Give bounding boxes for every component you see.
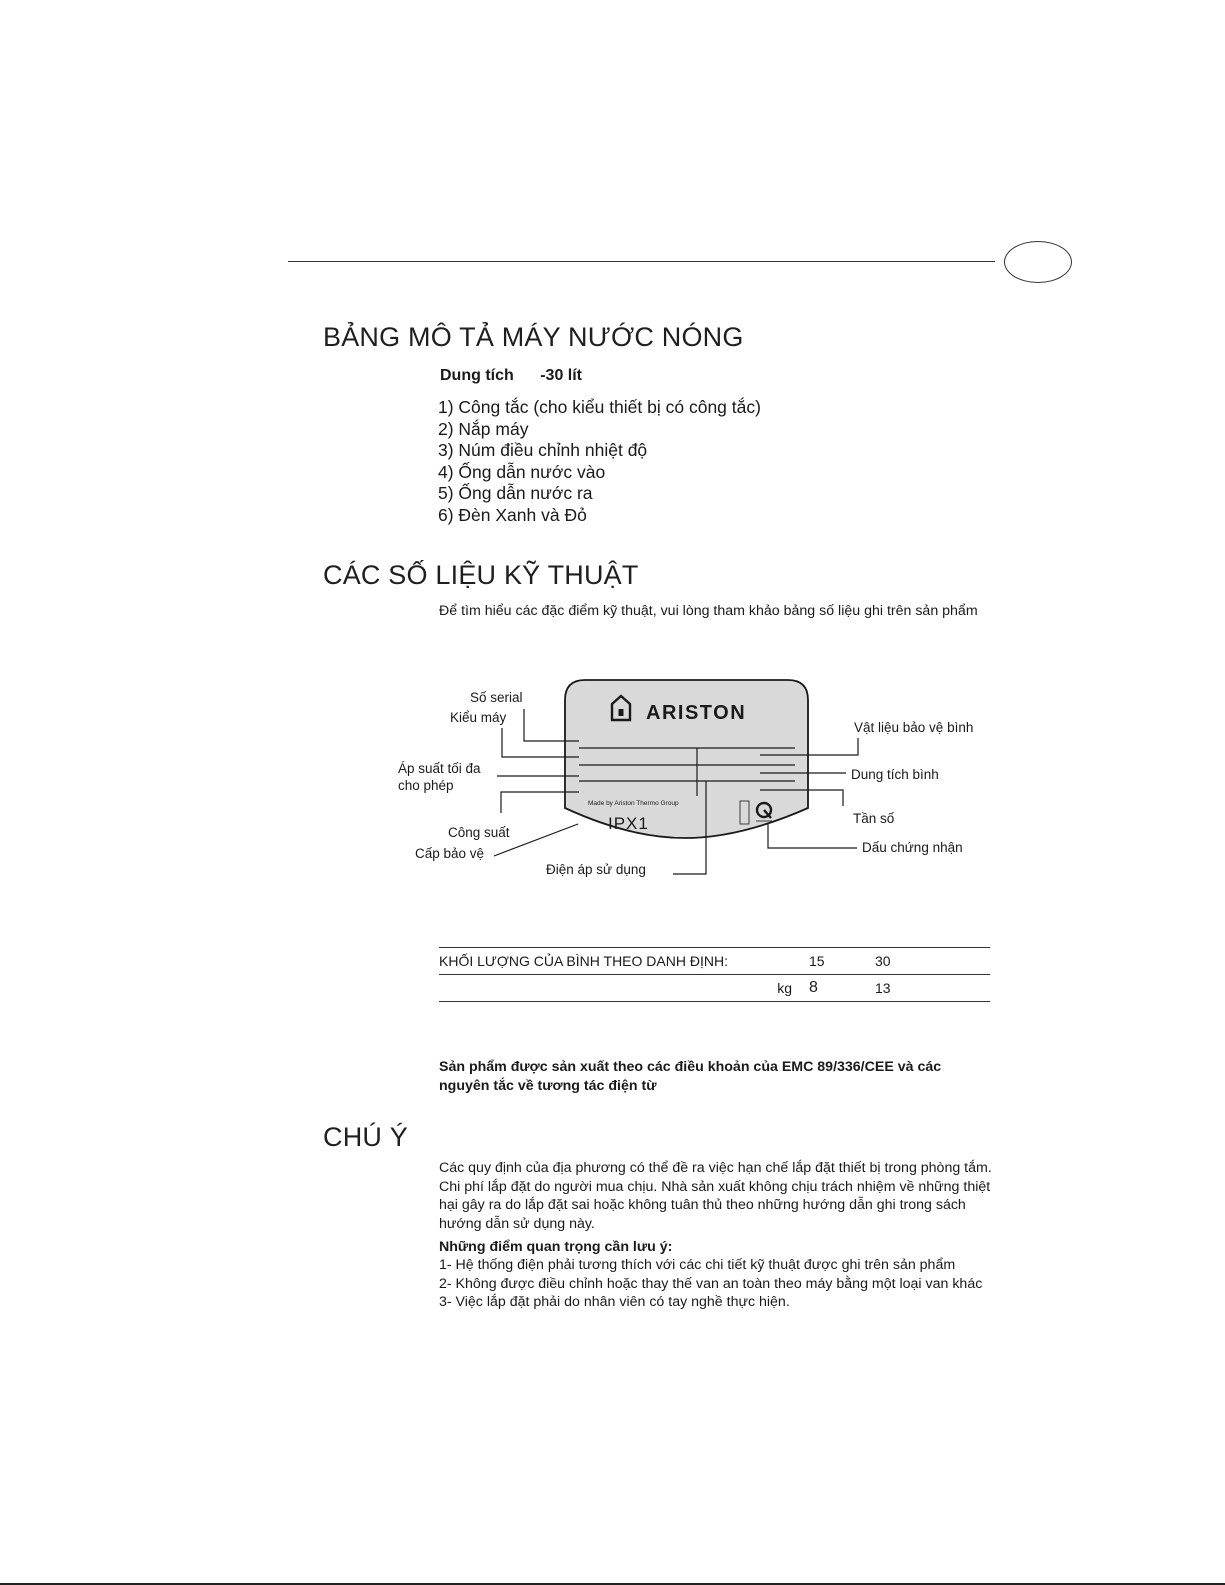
warning-paragraph: Các quy định của địa phương có thể đề ra việc hạn chế lắp đặt thiết bị trong phòng tắm. Chi phí lắp đặt do người mua chịu. Nhà sản xuất không chịu trách nhiệm về những thiệt hại gây ra do lắp đặt sai hoặc không tuân thủ theo những hướng dẫn ghi trong sách hướng dẫn sử dụng này. xyxy=(439,1160,992,1232)
table-row xyxy=(439,975,990,1002)
list-item: 5) Ống dẫn nước ra xyxy=(438,483,593,503)
table-row xyxy=(439,948,990,975)
capacity-value: -30 lít xyxy=(540,367,583,384)
table-val-30: 13 xyxy=(875,975,990,1002)
label-voltage: Điện áp sử dụng xyxy=(546,862,646,877)
table-val-15: 8 xyxy=(809,975,875,1002)
label-frequency: Tần số xyxy=(853,811,895,826)
points-title: Những điểm quan trọng cần lưu ý: xyxy=(439,1239,673,1255)
label-model: Kiểu máy xyxy=(450,710,507,725)
list-item: 3- Việc lắp đặt phải do nhân viên có tay nghề thực hiện. xyxy=(439,1294,790,1311)
list-item: 2- Không được điều chỉnh hoặc thay thế van an toàn theo máy bằng một loại van khác xyxy=(439,1275,983,1292)
table-col-30: 30 xyxy=(875,948,990,975)
section-title-description: BẢNG MÔ TẢ MÁY NƯỚC NÓNG xyxy=(323,322,744,352)
weight-table xyxy=(439,948,990,1002)
technical-intro: Để tìm hiểu các đặc điểm kỹ thuật, vui lòng tham khảo bảng số liệu ghi trên sản phẩm xyxy=(439,603,978,619)
label-certification: Dấu chứng nhận xyxy=(862,840,963,855)
label-tank-capacity: Dung tích bình xyxy=(851,767,939,782)
label-power: Công suất xyxy=(448,825,510,840)
section-title-warning: CHÚ Ý xyxy=(323,1122,409,1152)
list-item: 3) Núm điều chỉnh nhiệt độ xyxy=(438,440,648,460)
label-serial: Số serial xyxy=(470,690,523,705)
table-header-label: KHỐI LƯỢNG CỦA BÌNH THEO DANH ĐỊNH: xyxy=(439,948,809,975)
plate-brand: ARISTON xyxy=(646,702,747,724)
label-tank-material: Vật liệu bảo vệ bình xyxy=(854,720,974,735)
plate-ip-rating: IPX1 xyxy=(608,814,649,833)
list-item: 1) Công tắc (cho kiểu thiết bị có công tắc) xyxy=(438,397,761,417)
label-max-pressure-2: cho phép xyxy=(398,778,454,793)
list-item: 1- Hệ thống điện phải tương thích với các chi tiết kỹ thuật được ghi trên sản phẩm xyxy=(439,1257,956,1273)
points-list xyxy=(439,1256,1004,1312)
table-unit: kg xyxy=(439,975,809,1002)
section-title-technical: CÁC SỐ LIỆU KỸ THUẬT xyxy=(323,560,639,590)
list-item: 4) Ống dẫn nước vào xyxy=(438,461,606,482)
label-max-pressure-1: Áp suất tối đa xyxy=(398,761,481,776)
table-col-15: 15 xyxy=(809,948,875,975)
list-item: 6) Đèn Xanh và Đỏ xyxy=(438,504,587,525)
weight-table-wrapper xyxy=(439,947,990,1002)
capacity-label: Dung tích xyxy=(440,367,514,384)
label-protection: Cấp bảo vệ xyxy=(415,846,485,861)
list-item: 2) Nắp máy xyxy=(438,418,529,439)
plate-made-by: Made by Ariston Thermo Group xyxy=(588,800,679,807)
compliance-statement: Sản phẩm được sản xuất theo các điều khoản của EMC 89/336/CEE và các nguyên tắc về tương tác điện từ xyxy=(439,1059,942,1094)
